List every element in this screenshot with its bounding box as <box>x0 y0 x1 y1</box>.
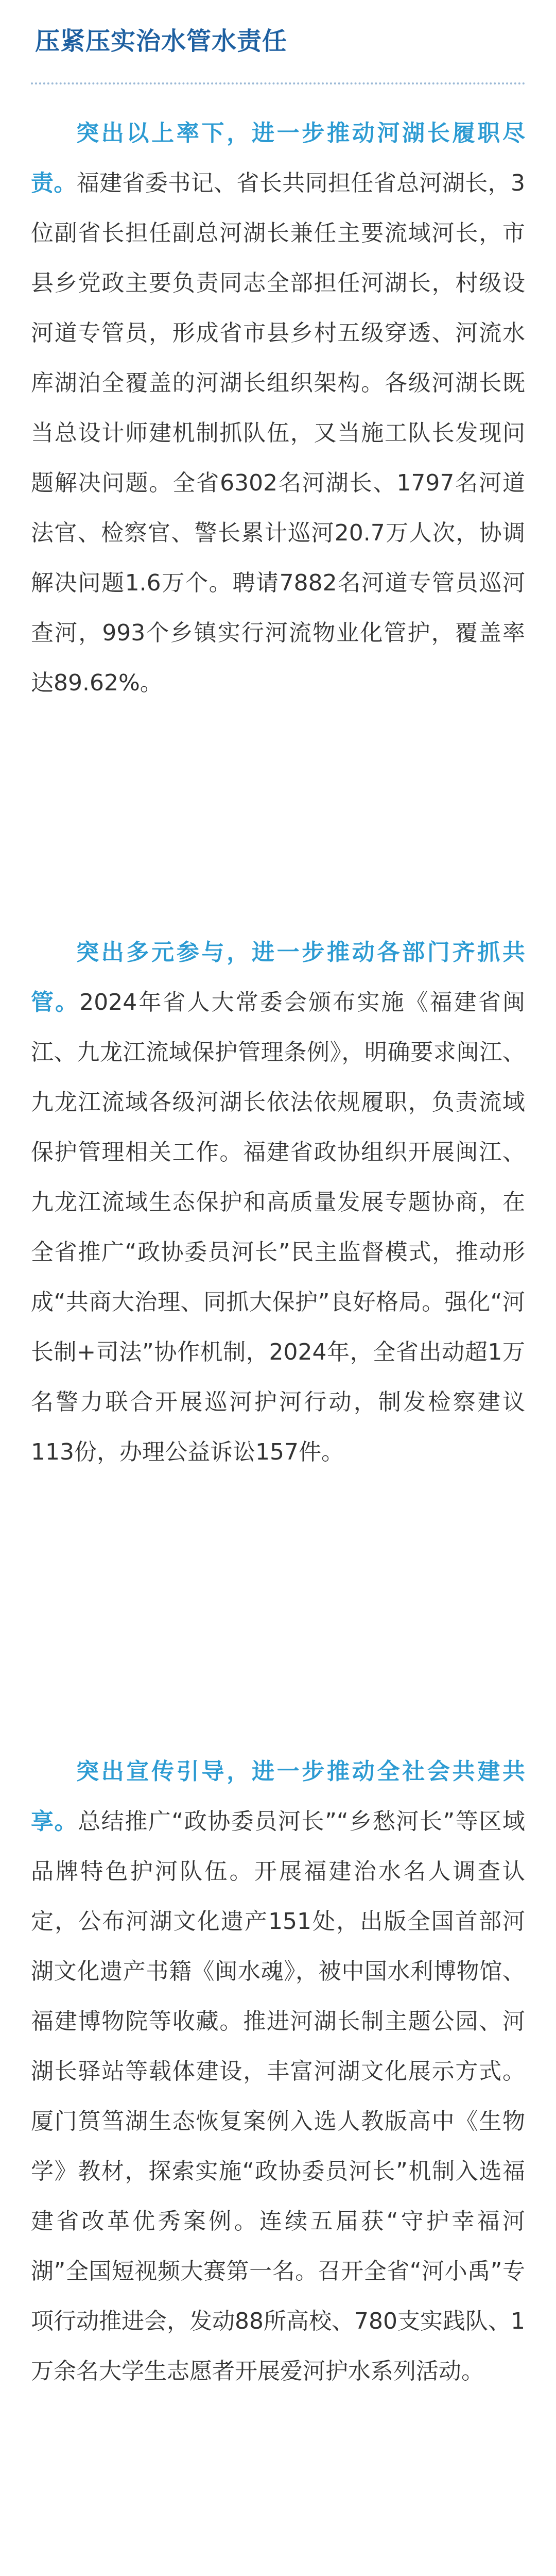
paragraph-responsibility <box>31 108 525 708</box>
paragraph-lead: 突出以上率下，进一步推动河湖长履职尽责。 <box>31 120 525 196</box>
paragraph-lead: 突出宣传引导，进一步推动全社会共建共享。 <box>31 1758 525 1835</box>
paragraph-publicity <box>31 1747 525 2396</box>
title-divider <box>31 82 525 84</box>
paragraph-body: 2024年省人大常委会颁布实施《福建省闽江、九龙江流域保护管理条例》，明确要求闽江、九龙江流域各级河湖长依法依规履职，负责流域保护管理相关工作。福建省政协组织开展闽江、九龙江流域生态保护和高质量发展专题协商，在全省推广“政协委员河长”民主监督模式，推动形成“共商大治理、同抓大保护”良好格局。强化“河长制+司法”协作机制，2024年，全省出动超1万名警力联合开展巡河护河行动，制发检察建议113份，办理公益诉讼157件。 <box>31 989 526 1465</box>
paragraph-body: 总结推广“政协委员河长”“乡愁河长”等区域品牌特色护河队伍。开展福建治水名人调查认定，公布河湖文化遗产151处，出版全国首部河湖文化遗产书籍《闽水魂》，被中国水利博物馆、福建博物院等收藏。推进河湖长制主题公园、河湖长驿站等载体建设，丰富河湖文化展示方式。厦门筼筜湖生态恢复案例入选人教版高中《生物学》教材，探索实施“政协委员河长”机制入选福建省改革优秀案例。连续五届获“守护幸福河湖”全国短视频大赛第一名。召开全省“河小禹”专项行动推进会，发动88所高校、780支实践队、1万余名大学生志愿者开展爱河护水系列活动。 <box>31 1808 525 2384</box>
section-title: 压紧压实治水管水责任 <box>35 27 288 56</box>
paragraph-body: 福建省委书记、省长共同担任省总河湖长，3位副省长担任副总河湖长兼任主要流域河长，市县乡党政主要负责同志全部担任河湖长，村级设河道专管员，形成省市县乡村五级穿透、河流水库湖泊全覆盖的河湖长组织架构。各级河湖长既当总设计师建机制抓队伍，又当施工队长发现问题解决问题。全省6302名河湖长、1797名河道法官、检察官、警长累计巡河20.7万人次，协调解决问题1.6万个。聘请7882名河道专管员巡河查河，993个乡镇实行河流物业化管护，覆盖率达89.62%。 <box>31 170 525 696</box>
paragraph-lead: 突出多元参与，进一步推动各部门齐抓共管。 <box>31 939 525 1015</box>
paragraph-participation <box>31 927 525 1477</box>
